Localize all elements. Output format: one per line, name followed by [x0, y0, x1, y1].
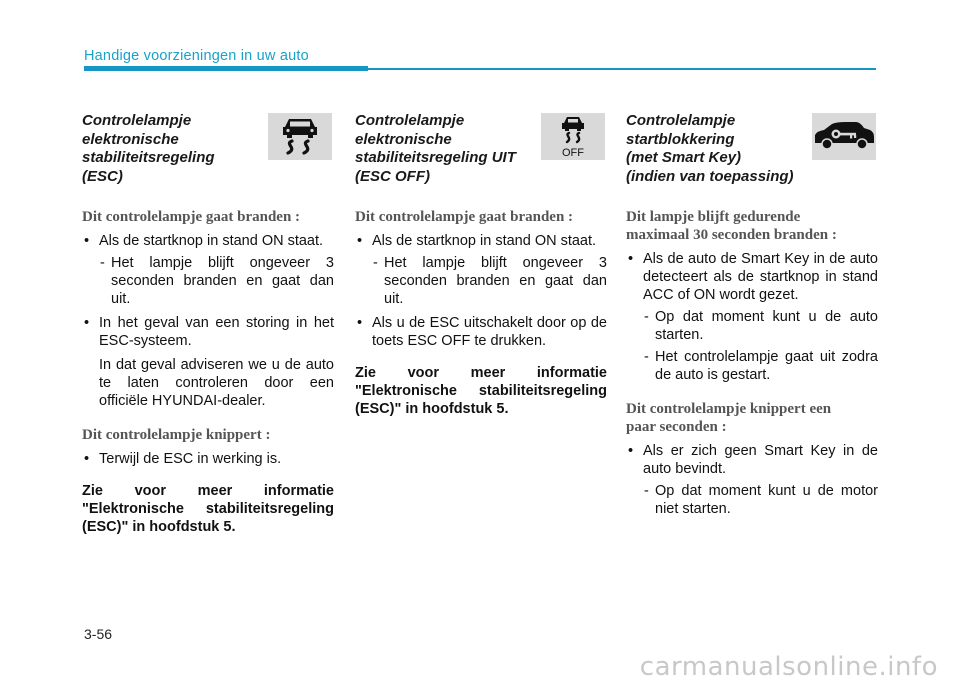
esc-off-bullet-startknop: • Als de startknop in stand ON staat.	[355, 232, 607, 250]
esc-title: Controlelampje elektronische stabiliteitsregeling (ESC)	[82, 112, 215, 185]
immobilizer-dash-motor: - Op dat moment kunt u de motor niet starten.	[644, 483, 878, 517]
esc-off-title: Controlelampje elektronische stabiliteitsregeling UIT (ESC OFF)	[355, 112, 516, 185]
esc-off-bullet-toets: • Als u de ESC uitschakelt door op de toets ESC OFF te drukken.	[355, 314, 607, 350]
page-number: 3-56	[84, 626, 113, 642]
watermark: carmanualsonline.info	[639, 652, 938, 682]
esc-subheading-knippert: Dit controlelampje knippert :	[82, 427, 271, 443]
column-immobilizer	[626, 112, 878, 518]
esc-subheading-on: Dit controlelampje gaat branden :	[82, 209, 301, 225]
esc-off-reference: Zie voor meer informatie "Elektronische stabiliteitsregeling (ESC)" in hoofdstuk 5.	[355, 365, 607, 417]
esc-off-subheading-on: Dit controlelampje gaat branden :	[355, 209, 574, 225]
esc-off-icon-label: OFF	[562, 147, 584, 159]
immobilizer-subheading-branden: Dit lampje blijft gedurende maximaal 30 seconden branden :	[626, 209, 837, 243]
immobilizer-title: Controlelampje startblokkering (met Smart Key) (indien van toepassing)	[626, 112, 794, 185]
immobilizer-dash-uit: - Het controlelampje gaat uit zodra de auto is gestart.	[644, 349, 878, 383]
immobilizer-dash-starten: - Op dat moment kunt u de auto starten.	[644, 309, 878, 343]
header-bar-thick	[84, 66, 368, 71]
immobilizer-bullet-detect: • Als de auto de Smart Key in de auto detecteert als de startknop in stand ACC of ON wordt gezet.	[626, 250, 878, 304]
immobilizer-bullet-geen-key: • Als er zich geen Smart Key in de auto bevindt.	[626, 442, 878, 478]
esc-warning-icon	[268, 113, 332, 160]
esc-bullet-storing: • In het geval van een storing in het ESC-systeem.	[82, 314, 334, 350]
immobilizer-key-car-icon	[812, 113, 876, 160]
column-esc	[82, 112, 334, 536]
esc-bullet-werking: • Terwijl de ESC in werking is.	[82, 450, 334, 468]
esc-bullet-startknop: • Als de startknop in stand ON staat.	[82, 232, 334, 250]
esc-dealer-advice: In dat geval adviseren we u de auto te laten controleren door een officiële HYUNDAI-dealer.	[99, 357, 334, 409]
header-bar-thin	[368, 68, 876, 70]
esc-off-dash-item: - Het lampje blijft ongeveer 3 seconden branden en gaat dan uit.	[373, 255, 607, 307]
column-esc-off	[355, 112, 607, 418]
section-header: Handige voorzieningen in uw auto	[84, 48, 309, 64]
esc-dash-item: - Het lampje blijft ongeveer 3 seconden branden en gaat dan uit.	[100, 255, 334, 307]
esc-off-icon	[541, 113, 605, 160]
immobilizer-subheading-knippert: Dit controlelampje knippert een paar seconden :	[626, 401, 832, 435]
esc-reference: Zie voor meer informatie "Elektronische stabiliteitsregeling (ESC)" in hoofdstuk 5.	[82, 483, 334, 535]
